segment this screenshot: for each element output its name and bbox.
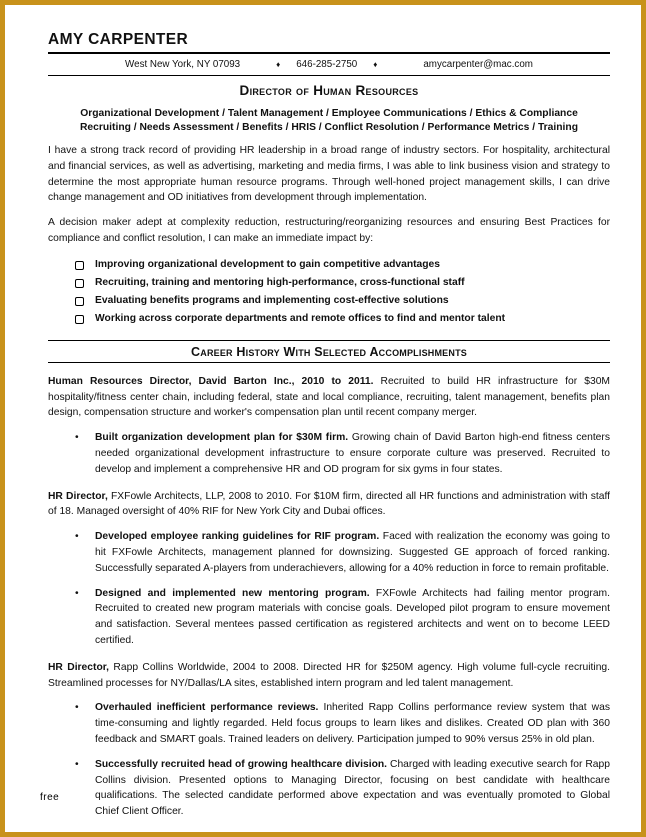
impact-bullet-text: Improving organizational development to gain competitive advantages (95, 258, 441, 270)
impact-bullet (48, 274, 610, 292)
contact-email: amycarpenter@mac.com (423, 59, 533, 70)
job-title: Human Resources Director, David Barton Inc., 2010 to 2011. (48, 375, 374, 387)
career-entry-heading (48, 489, 610, 521)
contact-phone: 646-285-2750 (296, 59, 358, 70)
impact-bullet-list (48, 256, 610, 328)
contact-line (48, 59, 610, 70)
impact-bullet (48, 292, 610, 310)
accomplishment-lead: Built organization development plan for $30M firm. (95, 432, 349, 444)
impact-bullet-text: Working across corporate departments and remote offices to find and mentor talent (95, 312, 506, 324)
career-entry-heading (48, 660, 610, 692)
skills-summary (48, 107, 610, 134)
accomplishment-lead: Overhauled inefficient performance reviews. (95, 702, 319, 714)
accomplishment-text: Charged with leading executive search for Rapp Collins division. Presented options to Managing Director, focusing on best candidate with healthcare qualifications. The selected candidate performed above expectation and was eventually promoted to Global Chief Client Officer. (95, 758, 610, 818)
job-description: Recruited to build HR infrastructure for $30M hospitality/fitness center chain, including federal, state and local compliance, recruiting, talent management, benefits plan design, compensation structure and worker's compensation plan until recent company merger. (48, 375, 611, 419)
accomplishment-lead: Developed employee ranking guidelines for RIF program. (95, 531, 380, 543)
contact-rule (48, 75, 610, 76)
impact-bullet (48, 256, 610, 274)
accomplishment-text: FXFowle Architects had failing mentor program. Recruited to created new program materials with concise goals. Developed pilot program to ensure movement and satisfaction. Several mentees passed certification as registered architects and went on to become LEED certified. (95, 587, 610, 646)
summary-paragraph-2: A decision maker adept at complexity reduction, restructuring/reorganizing resources and ensuring Best Practices for compliance and conflict resolution, I can make an immediate impact by: (48, 217, 610, 244)
bullet-icon: • (75, 758, 79, 770)
checkbox-bullet-icon (75, 315, 84, 325)
impact-bullet-text: Recruiting, training and mentoring high-performance, cross-functional staff (95, 276, 465, 288)
job-title: HR Director, (48, 661, 110, 673)
accomplishment-item (48, 757, 610, 820)
impact-bullet-text: Evaluating benefits programs and implementing cost-effective solutions (95, 294, 449, 306)
job-description: FXFowle Architects, LLP, 2008 to 2010. For $10M firm, directed all HR functions and administration with staff of 18. Managed oversight of 40% RIF for New York City and Dubai offices. (48, 490, 610, 518)
accomplishment-item (48, 529, 610, 576)
accomplishment-item (48, 700, 610, 747)
checkbox-bullet-icon (75, 261, 84, 271)
bullet-icon: • (75, 432, 79, 444)
accomplishment-text: Inherited Rapp Collins performance review system that was time-consuming and lightly regarded. Held focus groups to learn likes and dislikes. Created OD plan with 360 feedback and SMART goals. Trained leaders on delivery. Participation jumped to 90% versus 25% in old plan. (95, 702, 610, 745)
job-title: HR Director, (48, 490, 108, 502)
accomplishment-item (48, 430, 610, 477)
career-entry-heading (48, 374, 610, 421)
diamond-separator-icon: ♦ (276, 60, 281, 69)
bullet-icon: • (75, 702, 79, 714)
resume-title: Director of Human Resources (239, 83, 419, 98)
bullet-icon: • (75, 531, 79, 543)
accomplishment-text: Growing chain of David Barton high-end fitness centers needed organizational development infrastructure to ensure corporate culture was preserved. Recruited to develop and implement a comprehensive HR and OD program for six gyms in four states. (95, 432, 610, 475)
free-watermark: free (40, 792, 60, 803)
name-rule (48, 52, 610, 54)
summary-paragraph-1: I have a strong track record of providing HR leadership in a broad range of industry sectors. For hospitality, architectural and financial services, as well as advertising, marketing and media firms, I was able to link business vision and strategy to determine the most appropriate human resource programs. Through well-honed project management skills, I can drive change management and OD initiatives from development through implementation. (48, 145, 610, 204)
skills-line-2: Recruiting / Needs Assessment / Benefits / HRIS / Conflict Resolution / Performance Metrics / Training (80, 121, 578, 133)
candidate-name: AMY CARPENTER (48, 31, 189, 48)
accomplishment-lead: Successfully recruited head of growing healthcare division. (95, 758, 388, 770)
skills-line-1: Organizational Development / Talent Management / Employee Communications / Ethics & Compliance (80, 108, 578, 119)
impact-bullet (48, 310, 610, 328)
accomplishment-lead: Designed and implemented new mentoring program. (95, 587, 370, 599)
checkbox-bullet-icon (75, 297, 84, 307)
accomplishment-item (48, 586, 610, 649)
accomplishment-text: Faced with realization the economy was going to hit FXFowle Architects, management planned for downsizing. Suggested GE approach of forced ranking. Successfully separated A-players from underachievers, allowing for a 40% reduction in force to remain profitable. (95, 531, 610, 574)
diamond-separator-icon: ♦ (373, 60, 378, 69)
contact-location: West New York, NY 07093 (125, 59, 241, 70)
job-description: Rapp Collins Worldwide, 2004 to 2008. Directed HR for $250M agency. High volume full-cycle recruiting. Streamlined processes for NY/Dallas/LA sites, established intern program and led talent management. (48, 661, 611, 689)
bullet-icon: • (75, 587, 79, 599)
checkbox-bullet-icon (75, 279, 84, 289)
career-section-header: Career History With Selected Accomplishments (48, 340, 610, 363)
